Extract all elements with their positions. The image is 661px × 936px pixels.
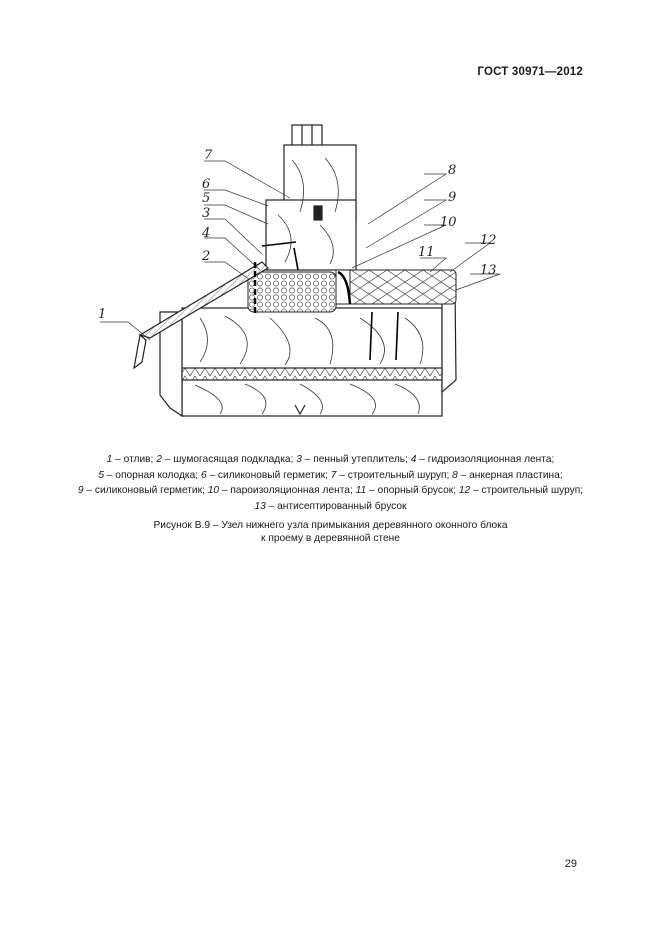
label-9: 9 (448, 190, 457, 205)
label-13: 13 (480, 263, 497, 278)
label-5: 5 (202, 191, 211, 206)
legend-line: 1 – отлив; 2 – шумогасящая подкладка; 3 – пенный утеплитель; 4 – гидроизоляционная лента; (106, 454, 555, 465)
caption-line-2: к проему в деревянной стене (261, 533, 400, 545)
legend-line: 9 – силиконовый герметик; 10 – пароизоляционная лента; 11 – опорный брусок; 12 – строительный шуруп; (77, 485, 584, 497)
label-7: 7 (204, 148, 213, 163)
label-11: 11 (418, 245, 435, 260)
label-4: 4 (202, 226, 211, 241)
window-frame (266, 125, 356, 270)
legend-line: 13 – антисептированный брусок (254, 500, 407, 512)
caption-line-1: Рисунок В.9 – Узел нижнего узла примыкания деревянного оконного блока (153, 520, 508, 531)
insulation-layers (248, 270, 456, 312)
label-10: 10 (440, 215, 457, 230)
legend-line: 5 – опорная колодка; 6 – силиконовый герметик; 7 – строительный шуруп; 8 – анкерная пластина; (98, 469, 563, 481)
label-8: 8 (448, 163, 457, 178)
label-12: 12 (480, 233, 497, 248)
label-2: 2 (202, 249, 211, 264)
label-6: 6 (202, 177, 211, 192)
label-1: 1 (98, 307, 107, 322)
standard-number: ГОСТ 30971—2012 (477, 66, 583, 78)
page-number: 29 (564, 858, 577, 870)
figure-caption (40, 519, 621, 545)
figure-legend (40, 452, 621, 514)
label-3: 3 (202, 206, 211, 221)
technical-drawing (60, 120, 540, 430)
